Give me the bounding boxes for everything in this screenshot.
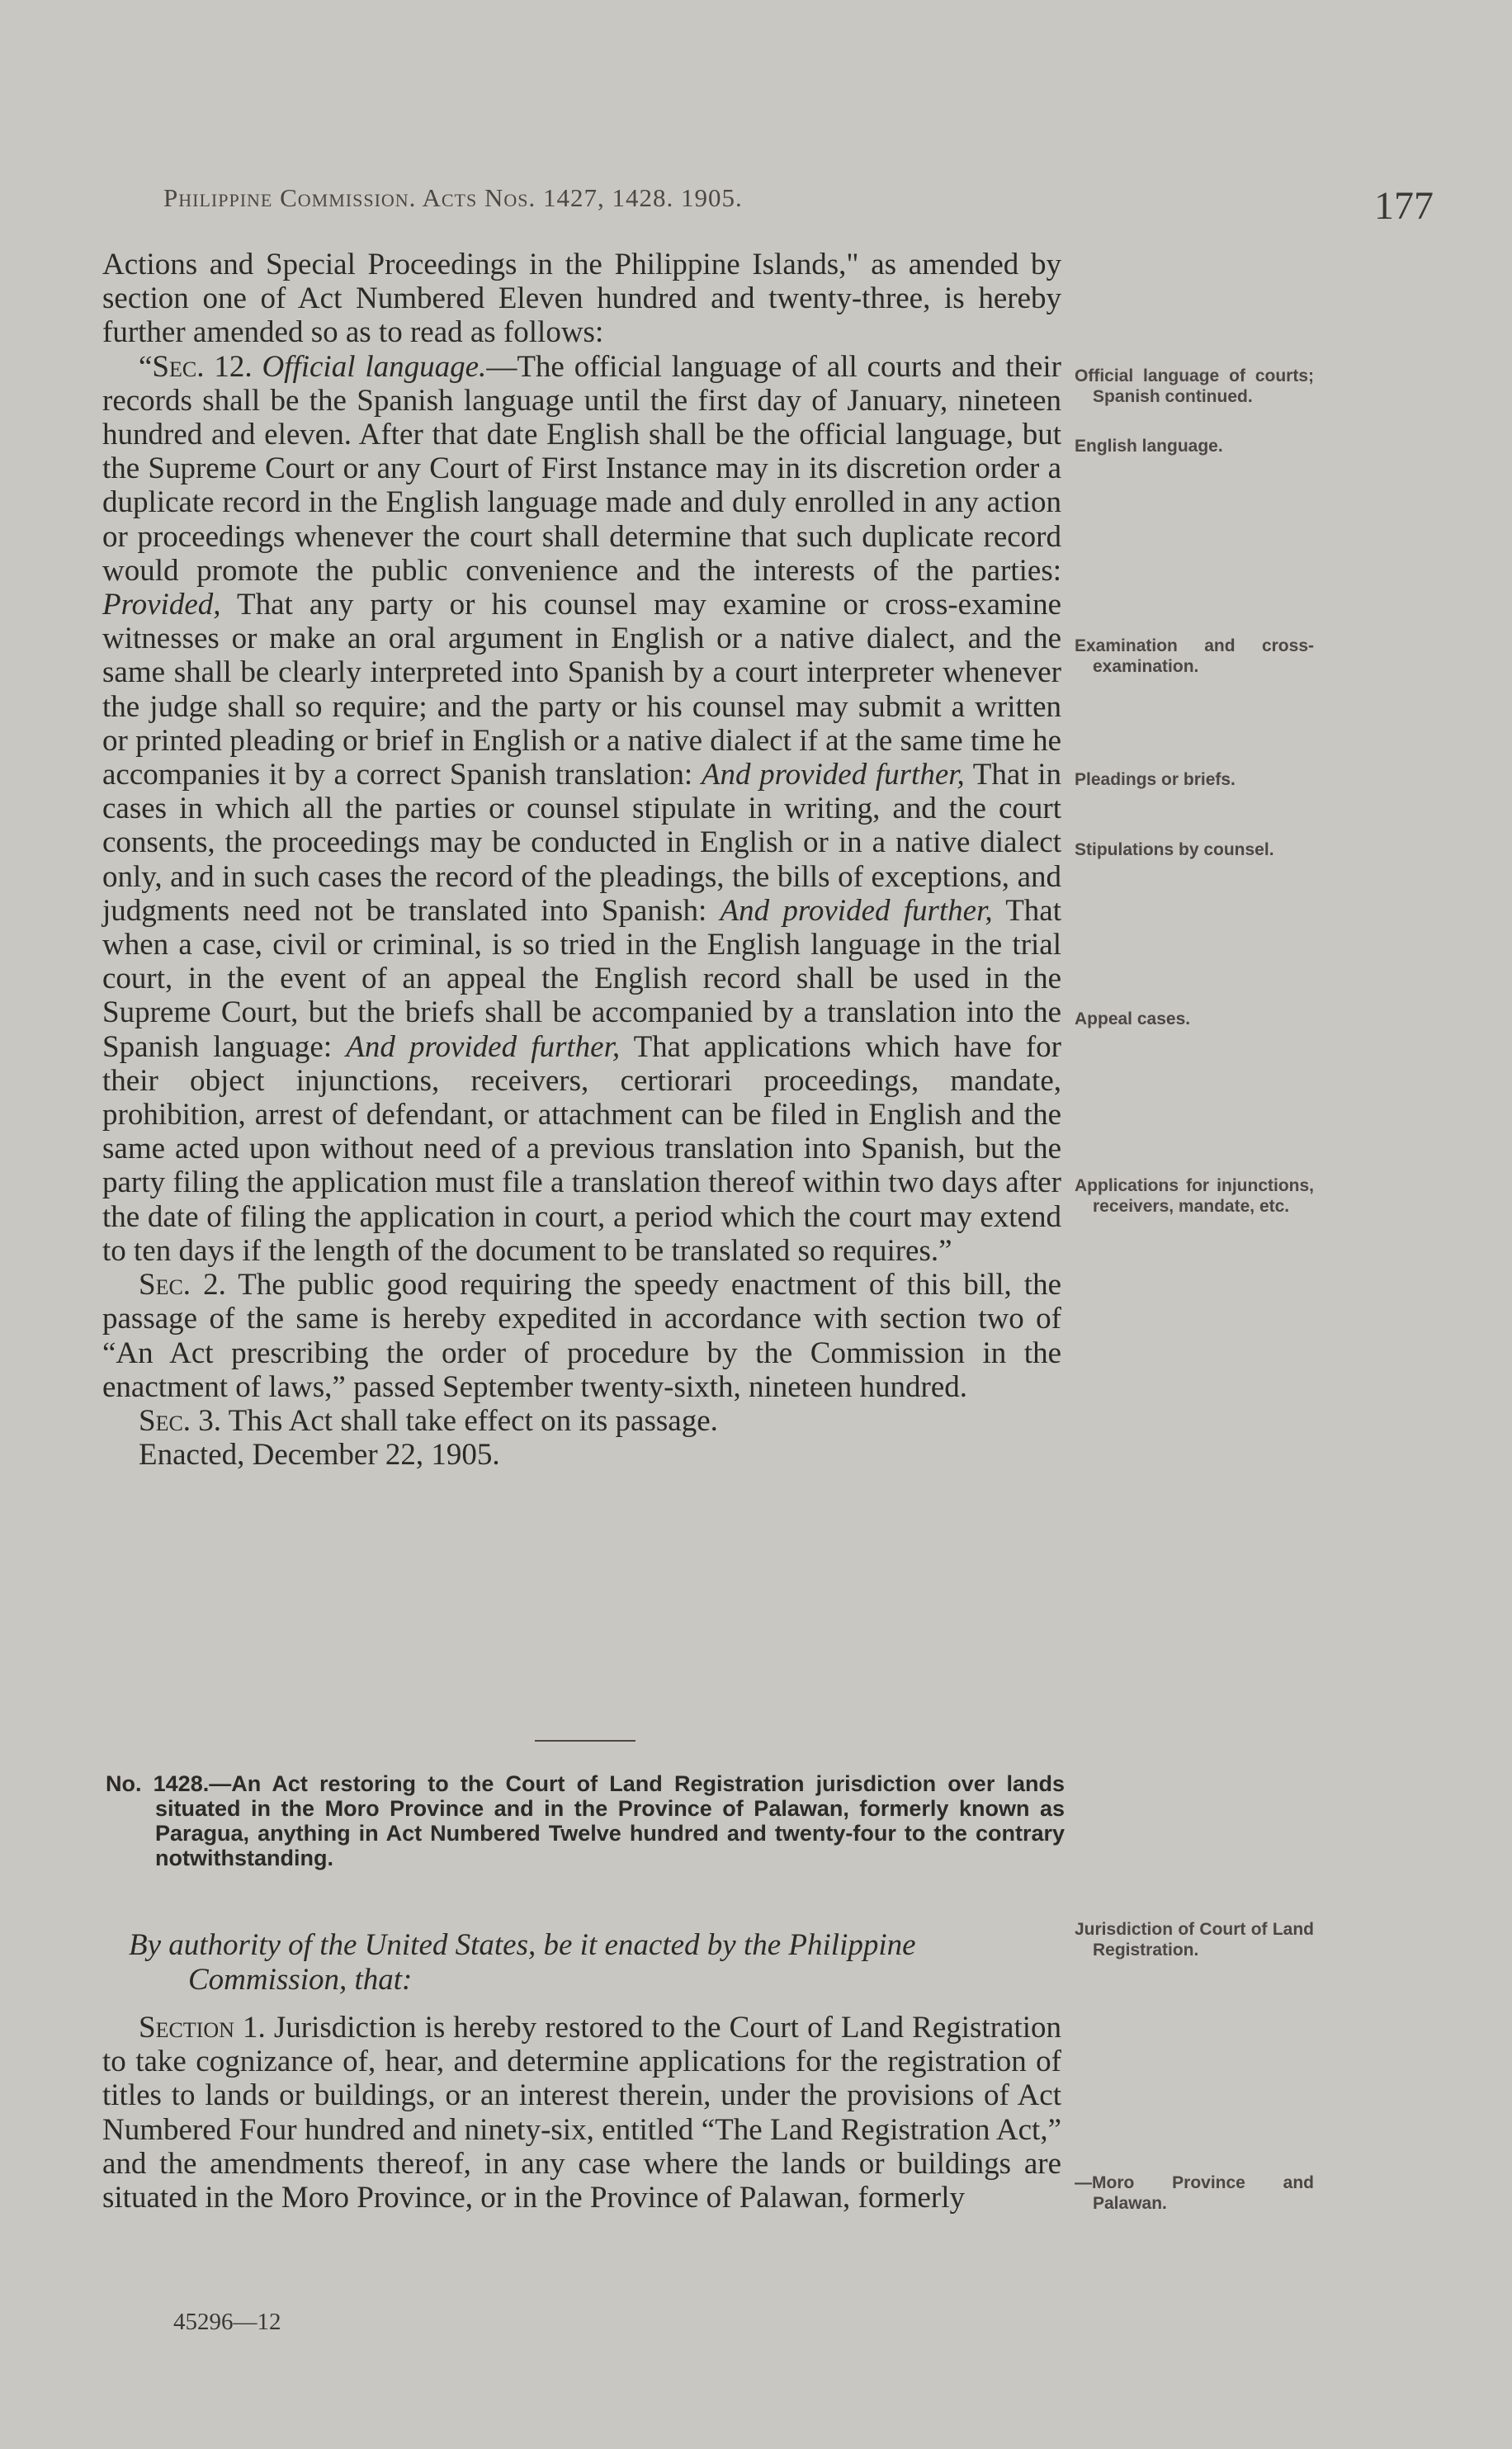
running-head bbox=[163, 183, 1005, 213]
margin-note-appeal-cases: Appeal cases. bbox=[1075, 1009, 1191, 1028]
enacted-date: Enacted, December 22, 1905. bbox=[139, 1438, 500, 1473]
proviso-4: And provided further, bbox=[346, 1029, 621, 1064]
proviso-1: Provided, bbox=[102, 588, 221, 622]
section-1-text: Jurisdiction is hereby restored to the Court of Land Registration to take cognizance of, hear, and determine applications for the registration of titles to lands or buildings, or an interest therein, under the provisions of Act Numbered Four hundred and ninety-six, entitled “The Land Registration Act,” and the amendments thereof, in any case where the lands or buildings are situated in the Moro Province, or in the Province of Palawan, formerly bbox=[102, 2011, 1061, 2215]
act-1428-title: No. 1428.—An Act restoring to the Court of Land Registration jurisdiction over lands situated in the Moro Province and in the Province of Palawan, formerly known as Paragua, anything in Act Numbered Twelve hundred and twenty-four to the contrary notwithstanding. bbox=[106, 1771, 1065, 1870]
margin-note-examination: Examination and cross-examination. bbox=[1075, 636, 1314, 676]
act-1428-body bbox=[102, 2011, 1061, 2215]
section-2-text: The public good requiring the speedy enactment of this bill, the passage of the same is hereby expedited in accordance with section two of “An Act prescribing the order of procedure by the Commission in the enactment of laws,” passed September twenty-sixth, nineteen hundred. bbox=[102, 1268, 1061, 1404]
section-text-c: That in cases in which all the parties or counsel stipulate in writing, and the court consents, the proceedings may be conducted in English or in a native dialect only, and in such cases the record of the pleadings, the bills of exceptions, and judgments need not be translated into Spanish: bbox=[102, 758, 1061, 928]
margin-note-english-language: English language. bbox=[1075, 437, 1223, 456]
section-text-d: That when a case, civil or criminal, is so tried in the English language in the trial court, in the event of an appeal the English record shall be used in the Supreme Court, but the briefs shall be accompanied by a translation into the Spanish language: bbox=[102, 893, 1061, 1064]
section-label: “Sec. 12. bbox=[139, 349, 253, 384]
paragraph-intro: Actions and Special Proceedings in the Philippine Islands," as amended by section one of Act Numbered Eleven hundred and twenty-three, is hereby further amended so as to read as follows: bbox=[102, 248, 1061, 350]
margin-note-stipulations: Stipulations by counsel. bbox=[1075, 840, 1274, 859]
section-heading: Official language. bbox=[262, 349, 487, 384]
section-text-b: That any party or his counsel may examine or cross-examine witnesses or make an oral argument in English or a native dialect, and the same shall be clearly interpreted into Spanish by a court interpreter whenever the judge shall so require; and the party or his counsel may submit a written or printed pleading or brief in English or a native dialect if at the same time he accompanies it by a correct Spanish translation: bbox=[102, 588, 1061, 792]
section-label: Sec. 2. bbox=[139, 1268, 226, 1303]
running-head-text: Philippine Commission. Acts Nos. 1427, 1428. 1905. bbox=[163, 183, 743, 212]
proviso-3: And provided further, bbox=[720, 893, 993, 928]
paragraph-section-12 bbox=[102, 350, 1061, 1268]
section-3-text: This Act shall take effect on its passage. bbox=[228, 1403, 718, 1438]
paragraph-section-3 bbox=[102, 1404, 1061, 1438]
paragraph-section-1 bbox=[102, 2011, 1061, 2215]
proviso-2: And provided further, bbox=[701, 758, 965, 792]
margin-note-moro-palawan: —Moro Province and Palawan. bbox=[1075, 2173, 1314, 2213]
margin-note-official-language: Official language of courts; Spanish continued. bbox=[1075, 366, 1314, 406]
act-1427-body bbox=[102, 248, 1061, 1472]
printer-signature: 45296—12 bbox=[173, 2309, 281, 2335]
section-label: Section 1. bbox=[139, 2011, 266, 2045]
margin-note-pleadings: Pleadings or briefs. bbox=[1075, 770, 1236, 789]
enacting-clause: By authority of the United States, be it enacted by the Philippine Commission, that: bbox=[129, 1928, 916, 1997]
paragraph-section-2 bbox=[102, 1268, 1061, 1404]
margin-note-jurisdiction: Jurisdiction of Court of Land Registration. bbox=[1075, 1920, 1314, 1960]
section-divider bbox=[535, 1740, 636, 1742]
section-text-a: —The official language of all courts and their records shall be the Spanish language until the first day of January, nineteen hundred and eleven. After that date English shall be the official language, but the Supreme Court or any Court of First Instance may in its discretion order a duplicate record in the English language made and duly enrolled in any action or proceedings whenever the court shall determine that such duplicate record would promote the public convenience and the interests of the parties: bbox=[102, 349, 1061, 588]
margin-note-applications: Applications for injunctions, receivers, mandate, etc. bbox=[1075, 1176, 1314, 1216]
section-text-e: That applications which have for their object injunctions, receivers, certiorari proceedings, mandate, prohibition, arrest of defendant, or attachment can be filed in English and the same acted upon without need of a previous translation into Spanish, but the party filing the application must file a translation thereof within two days after the date of filing the application in court, a period which the court may extend to ten days if the length of the document to be translated so requires.” bbox=[102, 1029, 1061, 1268]
section-label: Sec. 3. bbox=[139, 1403, 222, 1438]
page-number: 177 bbox=[1374, 184, 1434, 228]
